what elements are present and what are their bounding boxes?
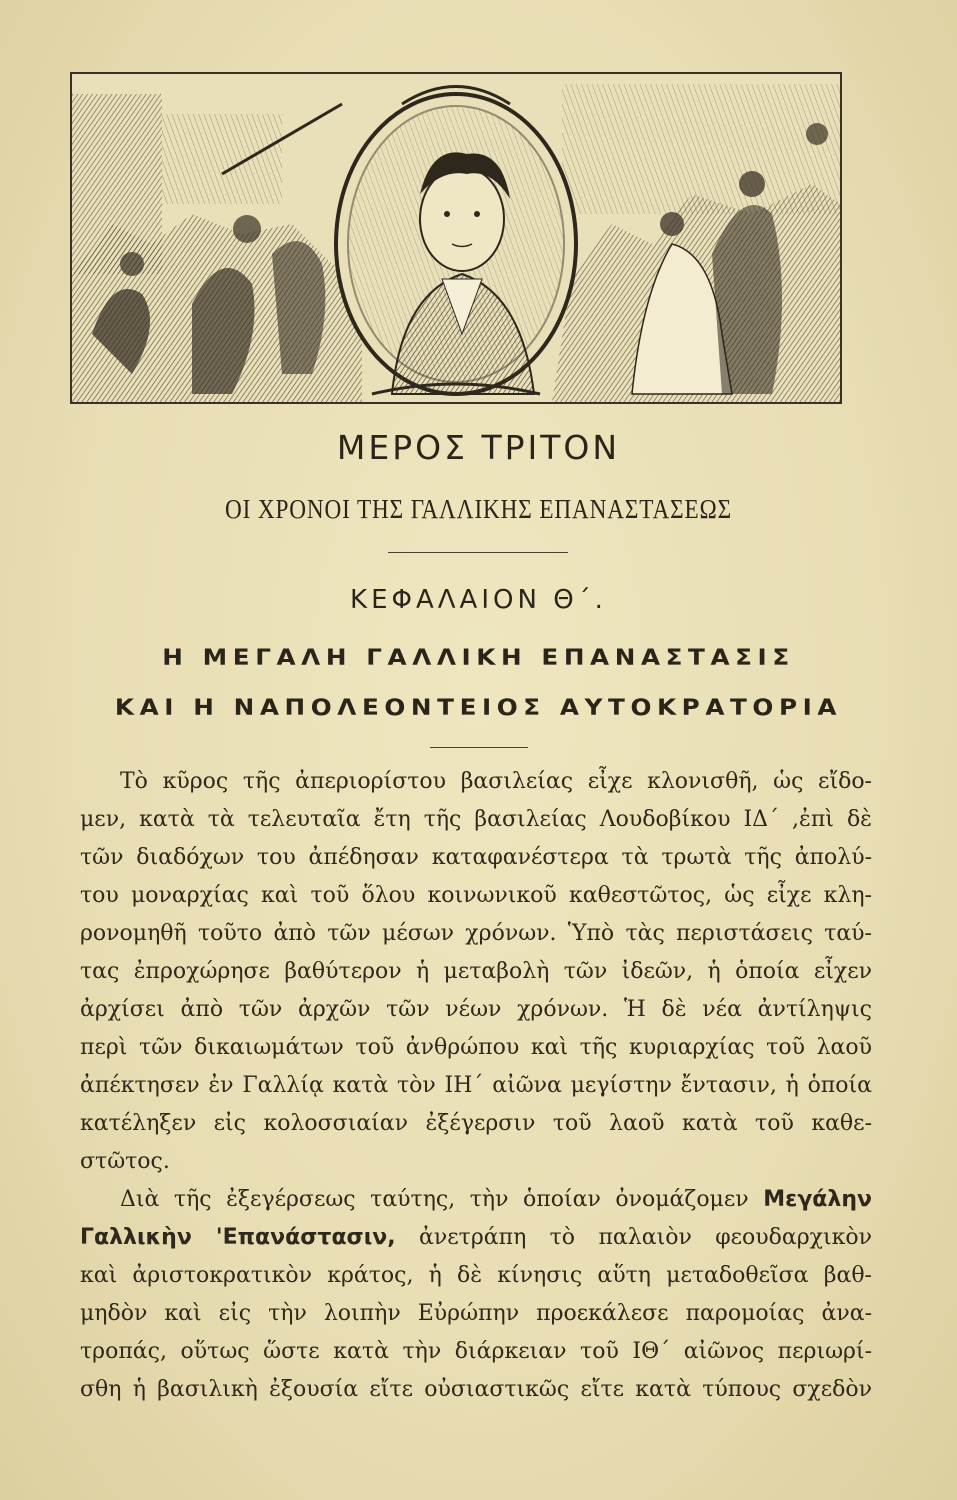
text-line: Τὸ κῦρος τῆς ἀπεριορίστου βασιλείας εἶχε κλονισθῆ, ὡς εἴδο-: [120, 769, 872, 794]
chapter-title: ΚΕΦΑΛΑΙΟΝ Θ΄.: [350, 585, 607, 615]
text-line: μεν, κατὰ τὰ τελευταῖα ἔτη τῆς βασιλείας Λουδοβίκου ΙΔ΄ ,ἐπὶ δὲ: [80, 807, 872, 832]
text-line: ἀπέκτησεν ἐν Γαλλίᾳ κατὰ τὸν ΙΗ΄ αἰῶνα μεγίστην ἔντασιν, ἡ ὁποία: [80, 1073, 872, 1098]
text-line: τῶν διαδόχων του ἀπέδησαν καταφανέστερα τὰ τρωτὰ τῆς ἀπολύ-: [80, 845, 872, 870]
divider-rule: [388, 552, 568, 553]
text-line: ρονομηθῆ τοῦτο ἀπὸ τῶν μέσων χρόνων. Ὑπὸ τὰς περιστάσεις ταύ-: [80, 921, 872, 946]
text-line: κατέληξεν εἰς κολοσσιαίαν ἐξέγερσιν τοῦ λαοῦ κατὰ τοῦ καθε-: [80, 1111, 872, 1136]
text-line: καὶ ἀριστοκρατικὸν κράτος, ἡ δὲ κίνησις αὕτη μεταδοθεῖσα βαθ-: [80, 1263, 872, 1288]
text-line: τας ἐπροχώρησε βαθύτερον ἡ μεταβολὴ τῶν ἰδεῶν, ἡ ὁποία εἶχεν: [80, 959, 872, 984]
divider-rule-short: [430, 747, 528, 748]
body-text: [80, 763, 872, 1409]
text-line: [80, 1219, 872, 1257]
chapter-heading-line-1: Η ΜΕΓΑΛΗ ΓΑΛΛΙΚΗ ΕΠΑΝΑΣΤΑΣΙΣ: [162, 646, 795, 671]
header-illustration: [70, 72, 842, 404]
chapter-heading-line-2: ΚΑΙ Η ΝΑΠΟΛΕΟΝΤΕΙΟΣ ΑΥΤΟΚΡΑΤΟΡΙΑ: [114, 696, 843, 721]
emphasis-text: Γαλλικὴν 'Επανάστασιν,: [80, 1225, 396, 1250]
text-line: [80, 1181, 872, 1219]
text-run: Διὰ τῆς ἐξεγέρσεως ταύτης, τὴν ὁποίαν ὀνομάζομεν: [120, 1187, 749, 1212]
text-line: ἀρχίσει ἀπὸ τῶν ἀρχῶν τῶν νέων χρόνων. Ἡ δὲ νέα ἀντίληψις: [80, 997, 872, 1022]
text-line: μηδὸν καὶ εἰς τὴν λοιπὴν Εὐρώπην προεκάλεσε παρομοίας ἀνα-: [80, 1301, 872, 1326]
part-title: ΜΕΡΟΣ ΤΡΙΤΟΝ: [336, 428, 621, 467]
text-line: τροπάς, οὕτως ὥστε κατὰ τὴν διάρκειαν τοῦ ΙΘ΄ αἰῶνος περιωρί-: [80, 1339, 872, 1364]
napoleon-portrait-engraving-icon: [72, 74, 840, 402]
text-line: σθη ἡ βασιλικὴ ἐξουσία εἴτε οὐσιαστικῶς εἴτε κατὰ τύπους σχεδὸν: [80, 1377, 872, 1402]
text-run: ἀνετράπη τὸ παλαιὸν φεουδαρχικὸν: [419, 1225, 872, 1250]
part-subtitle: ΟΙ ΧΡΟΝΟΙ ΤΗΣ ΓΑΛΛΙΚΗΣ ΕΠΑΝΑΣΤΑΣΕΩΣ: [225, 494, 732, 524]
emphasis-text: Μεγάλην: [763, 1187, 872, 1212]
text-line: περὶ τῶν δικαιωμάτων τοῦ ἀνθρώπου καὶ τῆς κυριαρχίας τοῦ λαοῦ: [80, 1035, 872, 1060]
text-line: του μοναρχίας καὶ τοῦ ὅλου κοινωνικοῦ καθεστῶτος, ὡς εἶχε κλη-: [80, 883, 872, 908]
text-line: στῶτος.: [80, 1149, 170, 1174]
